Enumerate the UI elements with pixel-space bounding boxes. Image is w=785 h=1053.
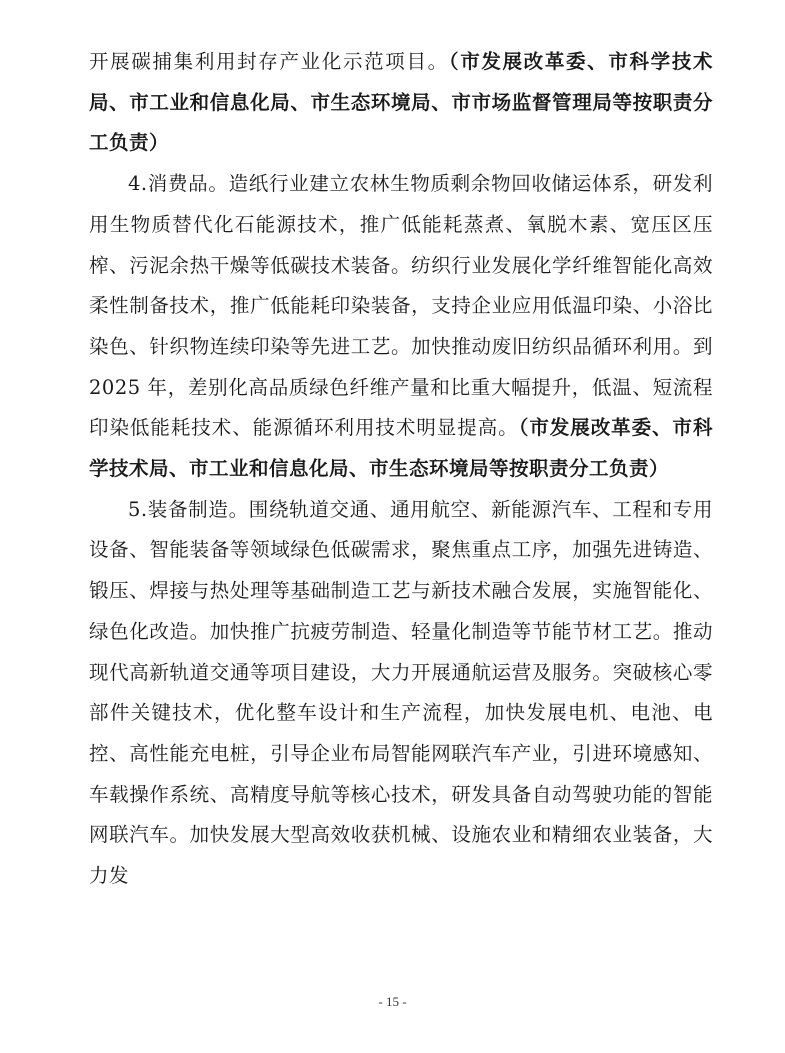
paragraph-ccus-continuation	[89, 42, 713, 164]
paragraph-equipment-manufacturing	[89, 490, 713, 897]
paragraph-text: 5.装备制造。围绕轨道交通、通用航空、新能源汽车、工程和专用设备、智能装备等领域绿色低碳需求，聚焦重点工序，加强先进铸造、锻压、焊接与热处理等基础制造工艺与新技术融合发展，实施智能化、绿色化改造。加快推广抗疲劳制造、轻量化制造等节能节材工艺。推动现代高新轨道交通等项目建设，大力开展通航运营及服务。突破核心零部件关键技术，优化整车设计和生产流程，加快发展电机、电池、电控、高性能充电桩，引导企业布局智能网联汽车产业，引进环境感知、车载操作系统、高精度导航等核心技术，研发具备自动驾驶功能的智能网联汽车。加快发展大型高效收获机械、设施农业和精细农业装备，大力发	[89, 497, 713, 888]
paragraph-consumer-goods	[89, 164, 713, 490]
page-number: - 15 -	[378, 994, 407, 1009]
document-body	[89, 42, 713, 897]
responsibility-note: （市发展改革委、市科学技术局、市工业和信息化局、市生态环境局等按职责分工负责）	[89, 416, 713, 481]
paragraph-text: 开展碳捕集利用封存产业化示范项目。	[89, 50, 449, 73]
responsibility-note: （市发展改革委、市科学技术局、市工业和信息化局、市生态环境局、市市场监督管理局等按职责分工负责）	[89, 50, 713, 155]
paragraph-text: 4.消费品。造纸行业建立农林生物质剩余物回收储运体系，研发利用生物质替代化石能源技术，推广低能耗蒸煮、氧脱木素、宽压区压榨、污泥余热干燥等低碳技术装备。纺织行业发展化学纤维智能化高效柔性制备技术，推广低能耗印染装备，支持企业应用低温印染、小浴比染色、针织物连续印染等先进工艺。加快推动废旧纺织品循环利用。到 2025 年，差别化高品质绿色纤维产量和比重大幅提升，低温、短流程印染低能耗技术、能源循环利用技术明显提高。	[89, 172, 713, 440]
